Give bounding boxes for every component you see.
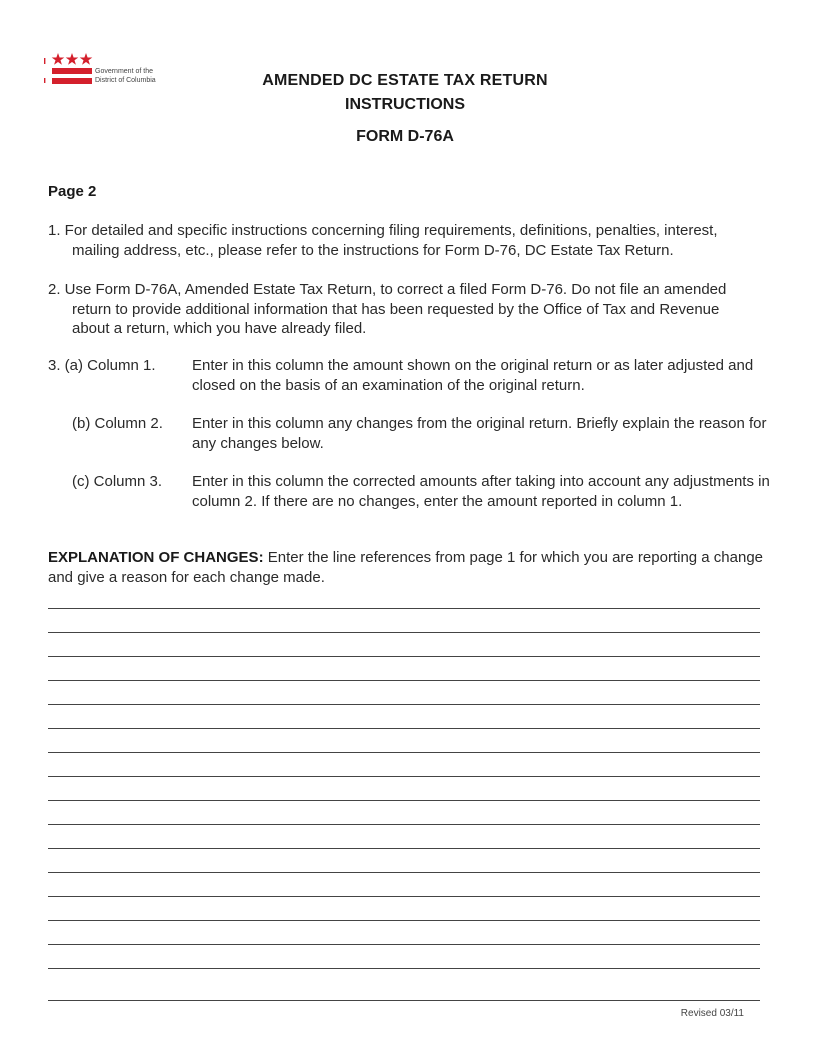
writing-line[interactable] bbox=[48, 800, 760, 801]
writing-line[interactable] bbox=[48, 944, 760, 945]
form-number: FORM D-76A bbox=[356, 128, 454, 145]
writing-line[interactable] bbox=[48, 824, 760, 825]
writing-line[interactable] bbox=[48, 728, 760, 729]
explanation-text: Enter the line references from page 1 for which you are reporting a change and give a reason for each change made. bbox=[48, 549, 764, 586]
writing-line[interactable] bbox=[48, 896, 760, 897]
writing-line[interactable] bbox=[48, 752, 760, 753]
document-subtitle: INSTRUCTIONS bbox=[345, 96, 465, 113]
explanation-heading: EXPLANATION OF CHANGES: bbox=[48, 549, 264, 566]
item-2-line-2: return to provide additional information that has been requested by the Office of Tax and Revenue bbox=[72, 300, 720, 318]
item-2-line-1: 2. Use Form D-76A, Amended Estate Tax Return, to correct a filed Form D-76. Do not file an amended bbox=[48, 281, 727, 298]
writing-line[interactable] bbox=[48, 872, 760, 873]
writing-line[interactable] bbox=[48, 776, 760, 777]
column-2-text: Enter in this column any changes from the original return. Briefly explain the reason for any changes below. bbox=[192, 415, 767, 452]
logo-line-1: Government of the bbox=[95, 68, 153, 75]
column-1-label: 3. (a) Column 1. bbox=[48, 357, 156, 374]
instruction-item-2 bbox=[48, 280, 778, 339]
writing-line[interactable] bbox=[48, 1000, 760, 1001]
column-3-label: (c) Column 3. bbox=[72, 473, 163, 490]
item-1-line-1: 1. For detailed and specific instructions concerning filing requirements, definitions, penalties, interest, bbox=[48, 222, 718, 239]
writing-line[interactable] bbox=[48, 608, 760, 609]
document-title: AMENDED DC ESTATE TAX RETURN bbox=[262, 72, 548, 89]
logo-line-2: District of Columbia bbox=[95, 77, 156, 84]
column-1-instruction bbox=[48, 356, 778, 396]
logo-text bbox=[95, 67, 156, 85]
column-2-label: (b) Column 2. bbox=[72, 415, 163, 432]
column-3-instruction bbox=[48, 472, 778, 532]
page-label: Page 2 bbox=[48, 183, 97, 200]
dc-government-logo bbox=[44, 52, 174, 88]
writing-line[interactable] bbox=[48, 656, 760, 657]
item-2-line-3: about a return, which you have already filed. bbox=[72, 320, 367, 337]
column-2-instruction bbox=[48, 414, 778, 454]
writing-line[interactable] bbox=[48, 848, 760, 849]
writing-line[interactable] bbox=[48, 968, 760, 969]
column-3-text: Enter in this column the corrected amounts after taking into account any adjustments in column 2. If there are no changes, enter the amount reported in column 1. bbox=[192, 473, 770, 510]
item-1-line-2: mailing address, etc., please refer to the instructions for Form D-76, DC Estate Tax Return. bbox=[72, 241, 674, 259]
explanation-of-changes bbox=[48, 548, 768, 588]
column-1-text: Enter in this column the amount shown on the original return or as later adjusted and closed on the basis of an examination of the original return. bbox=[192, 357, 754, 394]
dc-flag-icon bbox=[44, 52, 94, 88]
writing-line[interactable] bbox=[48, 632, 760, 633]
instruction-item-1 bbox=[48, 221, 778, 260]
writing-line[interactable] bbox=[48, 920, 760, 921]
writing-line[interactable] bbox=[48, 704, 760, 705]
writing-line[interactable] bbox=[48, 680, 760, 681]
revision-date: Revised 03/11 bbox=[680, 1008, 744, 1019]
